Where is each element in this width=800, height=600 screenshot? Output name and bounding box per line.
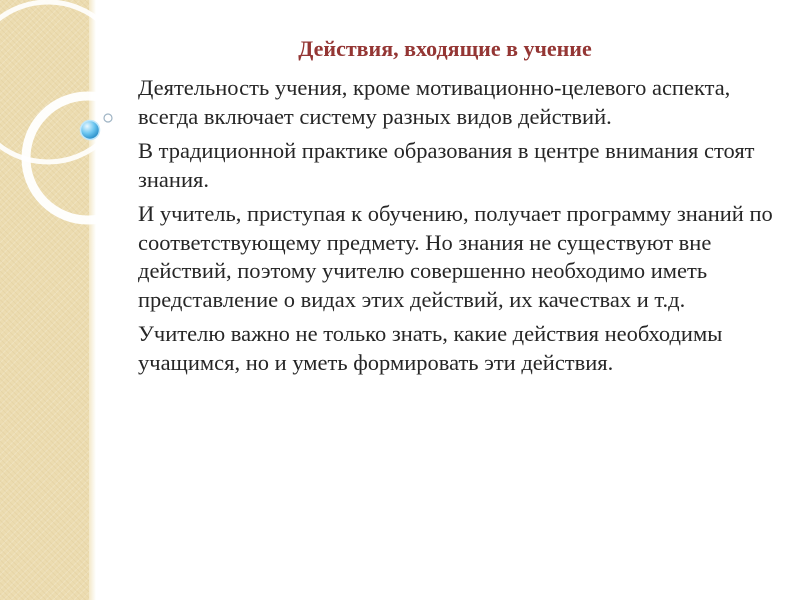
paragraph-3: И учитель, приступая к обучению, получает программу знаний по соответствующему предмету. Но знания не существуют вне действий, поэтому учителю совершенно необходимо иметь представление о видах этих действий, их качествах и т.д. [138,201,773,312]
small-ring-shape [104,114,112,122]
blue-bubble-shape [81,121,100,140]
paragraph-1: Деятельность учения, кроме мотивационно-целевого аспекта, всегда включает систему разных видов действий. [138,75,731,129]
slide-body [138,74,778,383]
slide-title: Действия, входящие в учение [298,36,592,61]
paragraph-4: Учителю важно не только знать, какие действия необходимы учащимся, но и уметь формировать эти действия. [138,321,723,375]
paragraph-2: В традиционной практике образования в центре внимания стоят знания. [138,138,755,192]
medium-ring-shape [26,96,150,220]
large-ring-shape [0,2,128,162]
